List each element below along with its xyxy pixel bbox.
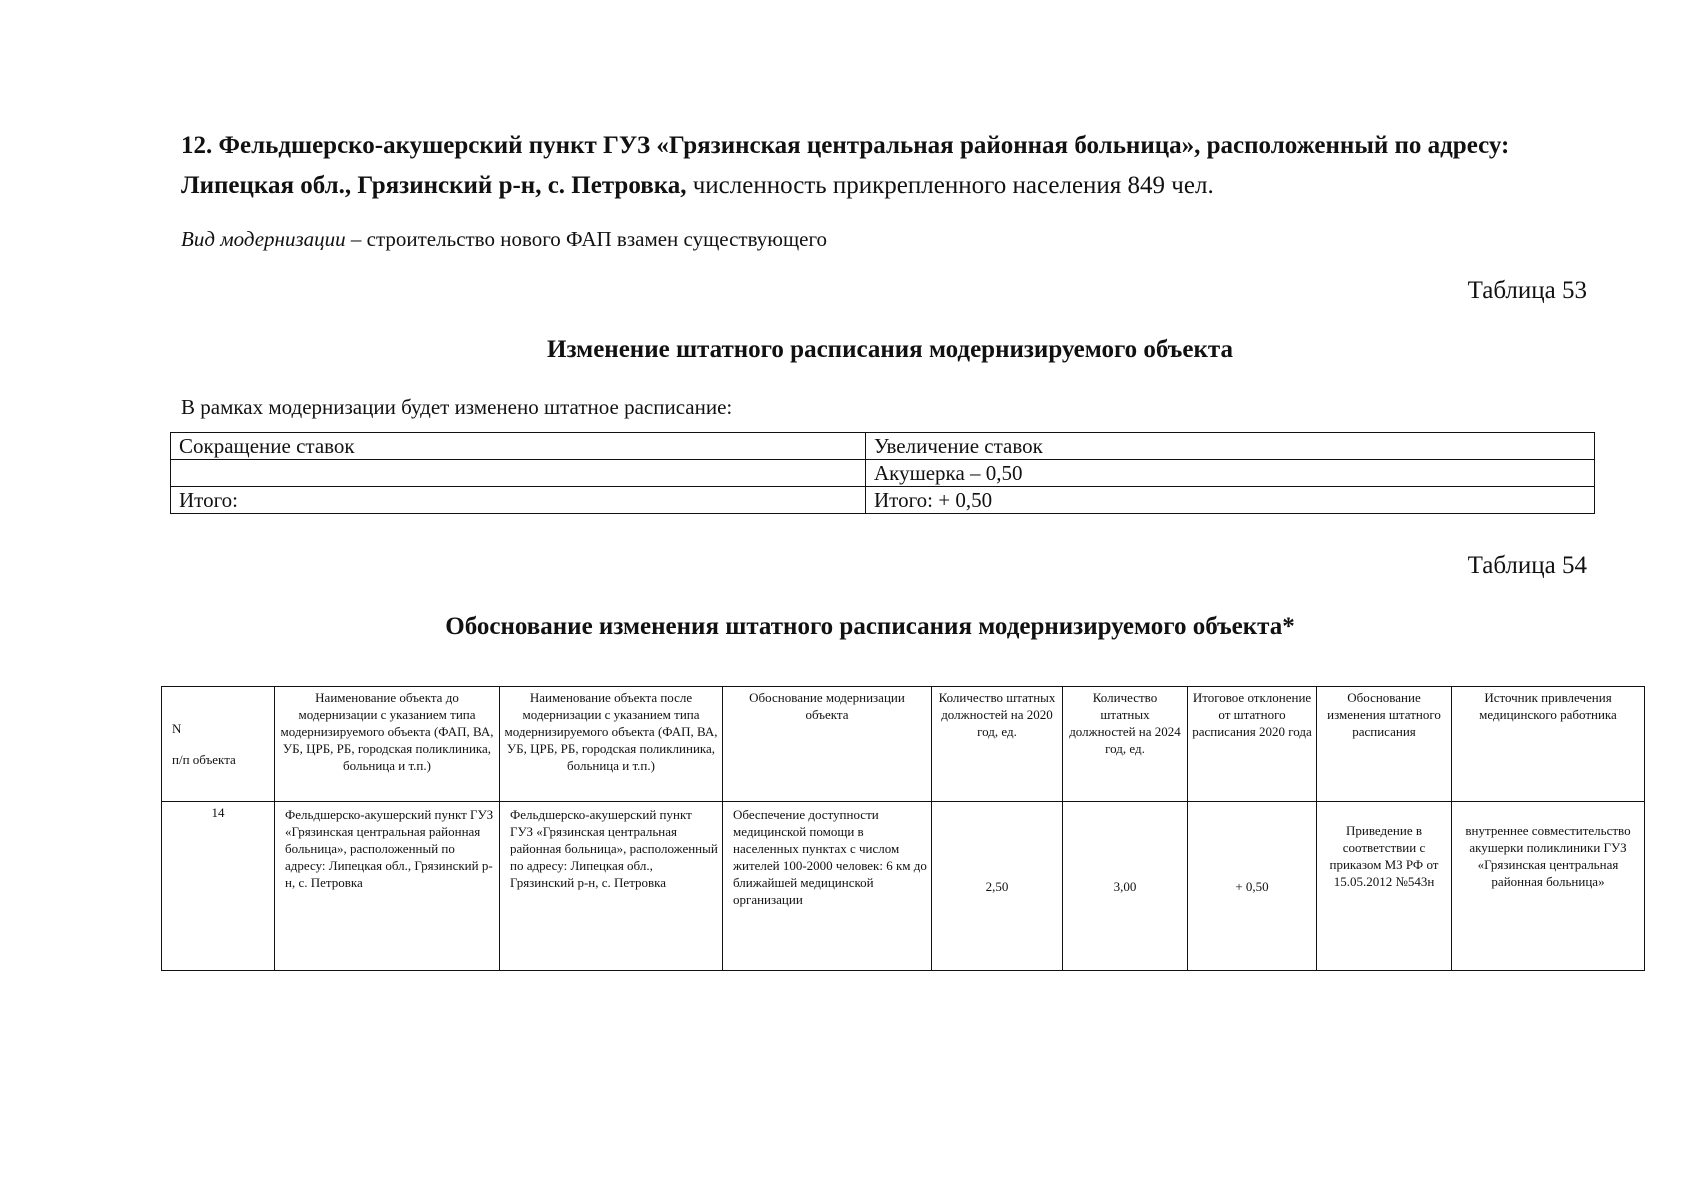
cell-count-2024: 3,00 <box>1063 802 1188 971</box>
table-54-number: Таблица 54 <box>1467 552 1587 579</box>
column-header-after: Наименование объекта после модернизации с указанием типа модернизируемого объекта (ФАП, ВА, УБ, ЦРБ, РБ, городская поликлиника, больница и т.п.) <box>500 687 723 802</box>
cell-deviation: + 0,50 <box>1188 802 1317 971</box>
column-header-n-sub: п/п объекта <box>172 752 236 767</box>
table-cell: Акушерка – 0,50 <box>866 460 1595 487</box>
column-header-change-basis: Обоснование изменения штатного расписания <box>1317 687 1452 802</box>
table-row <box>171 433 1595 460</box>
cell-n: 14 <box>162 802 275 971</box>
table-header-row <box>162 687 1645 802</box>
table-cell: Итого: + 0,50 <box>866 487 1595 514</box>
table-54-title: Обоснование изменения штатного расписания модернизируемого объекта* <box>445 613 1295 640</box>
cell-before: Фельдшерско-акушерский пункт ГУЗ «Грязинская центральная районная больница», расположенный по адресу: Липецкая обл., Грязинский р-н, с. Петровка <box>275 802 500 971</box>
table-53-intro: В рамках модернизации будет изменено штатное расписание: <box>181 395 733 419</box>
column-header-count-2020: Количество штатных должностей на 2020 год, ед. <box>932 687 1063 802</box>
table-cell: Увеличение ставок <box>866 433 1595 460</box>
column-header-justification: Обоснование модернизации объекта <box>723 687 932 802</box>
table-cell: Сокращение ставок <box>171 433 866 460</box>
table-53-number: Таблица 53 <box>1467 277 1587 304</box>
table-53-title: Изменение штатного расписания модернизируемого объекта <box>547 336 1233 363</box>
section-heading-population: численность прикрепленного населения 849 чел. <box>692 172 1214 199</box>
section-heading <box>181 126 1621 206</box>
column-header-deviation: Итоговое отклонение от штатного расписания 2020 года <box>1188 687 1317 802</box>
table-row <box>171 487 1595 514</box>
column-header-n <box>162 687 275 802</box>
cell-count-2020: 2,50 <box>932 802 1063 971</box>
staffing-change-table <box>170 432 1595 514</box>
column-header-count-2024: Количество штатных должностей на 2024 год, ед. <box>1063 687 1188 802</box>
cell-source: внутреннее совместительство акушерки поликлиники ГУЗ «Грязинская центральная районная больница» <box>1452 802 1645 971</box>
modernization-value: – строительство нового ФАП взамен существующего <box>350 227 828 251</box>
column-header-n-label: N <box>172 721 182 736</box>
column-header-source: Источник привлечения медицинского работника <box>1452 687 1645 802</box>
cell-after: Фельдшерско-акушерский пункт ГУЗ «Грязинская центральная районная больница», расположенный по адресу: Липецкая обл., Грязинский р-н, с. Петровка <box>500 802 723 971</box>
column-header-before: Наименование объекта до модернизации с указанием типа модернизируемого объекта (ФАП, ВА, УБ, ЦРБ, РБ, городская поликлиника, больница и т.п.) <box>275 687 500 802</box>
table-cell: Итого: <box>171 487 866 514</box>
cell-justification: Обеспечение доступности медицинской помощи в населенных пунктах с числом жителей 100-2000 человек: 6 км до ближайшей медицинской организации <box>723 802 932 971</box>
table-row <box>171 460 1595 487</box>
staffing-justification-table <box>161 686 1645 971</box>
cell-change-basis: Приведение в соответствии с приказом МЗ РФ от 15.05.2012 №543н <box>1317 802 1452 971</box>
modernization-type <box>181 225 827 253</box>
table-cell <box>171 460 866 487</box>
modernization-label: Вид модернизации <box>181 227 346 251</box>
table-row <box>162 802 1645 971</box>
section-heading-bold: 12. Фельдшерско-акушерский пункт ГУЗ «Грязинская центральная районная больница», расположенный по адресу: Липецкая обл., Грязинский р-н, с. Петровка, <box>181 132 1510 199</box>
